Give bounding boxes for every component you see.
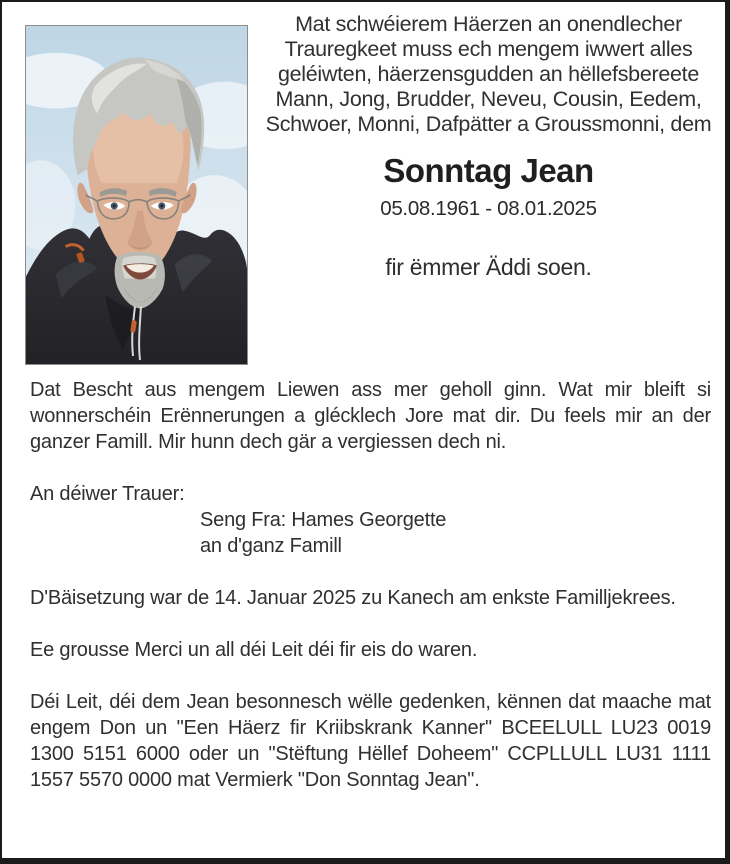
intro-column [260,12,717,281]
spacer [30,455,711,481]
farewell-line: fir ëmmer Äddi soen. [385,254,592,280]
mourner-line: Seng Fra: Hames Georgette [200,509,447,531]
spacer [30,559,711,585]
portrait-photo [25,25,248,365]
donation-paragraph: Déi Leit, déi dem Jean besonnesch wëlle gedenken, kënnen dat maache mat engem Don un "Een Häerz fir Kriibskrank Kanner" BCEELULL LU23 0019 1300 5151 6000 oder un "Stëftung Hëllef Doheem" CCPLLULL LU31 1111 1557 5570 0000 mat Vermierk "Don Sonntag Jean". [30,691,711,791]
portrait-illustration [26,26,247,364]
spacer [30,663,711,689]
tribute-paragraph: Dat Bescht aus mengem Liewen ass mer geholl ginn. Wat mir bleift si wonnerschéin Erënnerungen a glécklech Jore mat dir. Du feels mir an der ganzer Famill. Mir hunn dech gär a vergiessen dech ni. [30,379,711,453]
mourning-label: An déiwer Trauer: [30,483,185,505]
mourner-line: an d'ganz Famill [200,535,342,557]
notice-body [2,367,725,793]
spacer [30,611,711,637]
burial-paragraph: D'Bäisetzung war de 14. Januar 2025 zu Kanech am enkste Familljekrees. [30,587,676,609]
thanks-paragraph: Ee grousse Merci un all déi Leit déi fir eis do waren. [30,639,478,661]
intro-text: Mat schwéierem Häerzen an onendlecher Trauregkeet muss ech mengem iwwert alles geléiwten, häerzensgudden an hëllefsbereete Mann, Jong, Brudder, Neveu, Cousin, Eedem, Schwoer, Monni, Dafpätter a Groussmonni, dem [265,12,712,136]
mourners-list [200,507,711,559]
notice-header [2,2,725,367]
deceased-dates: 05.08.1961 - 08.01.2025 [380,197,597,220]
deceased-name: Sonntag Jean [383,152,594,189]
